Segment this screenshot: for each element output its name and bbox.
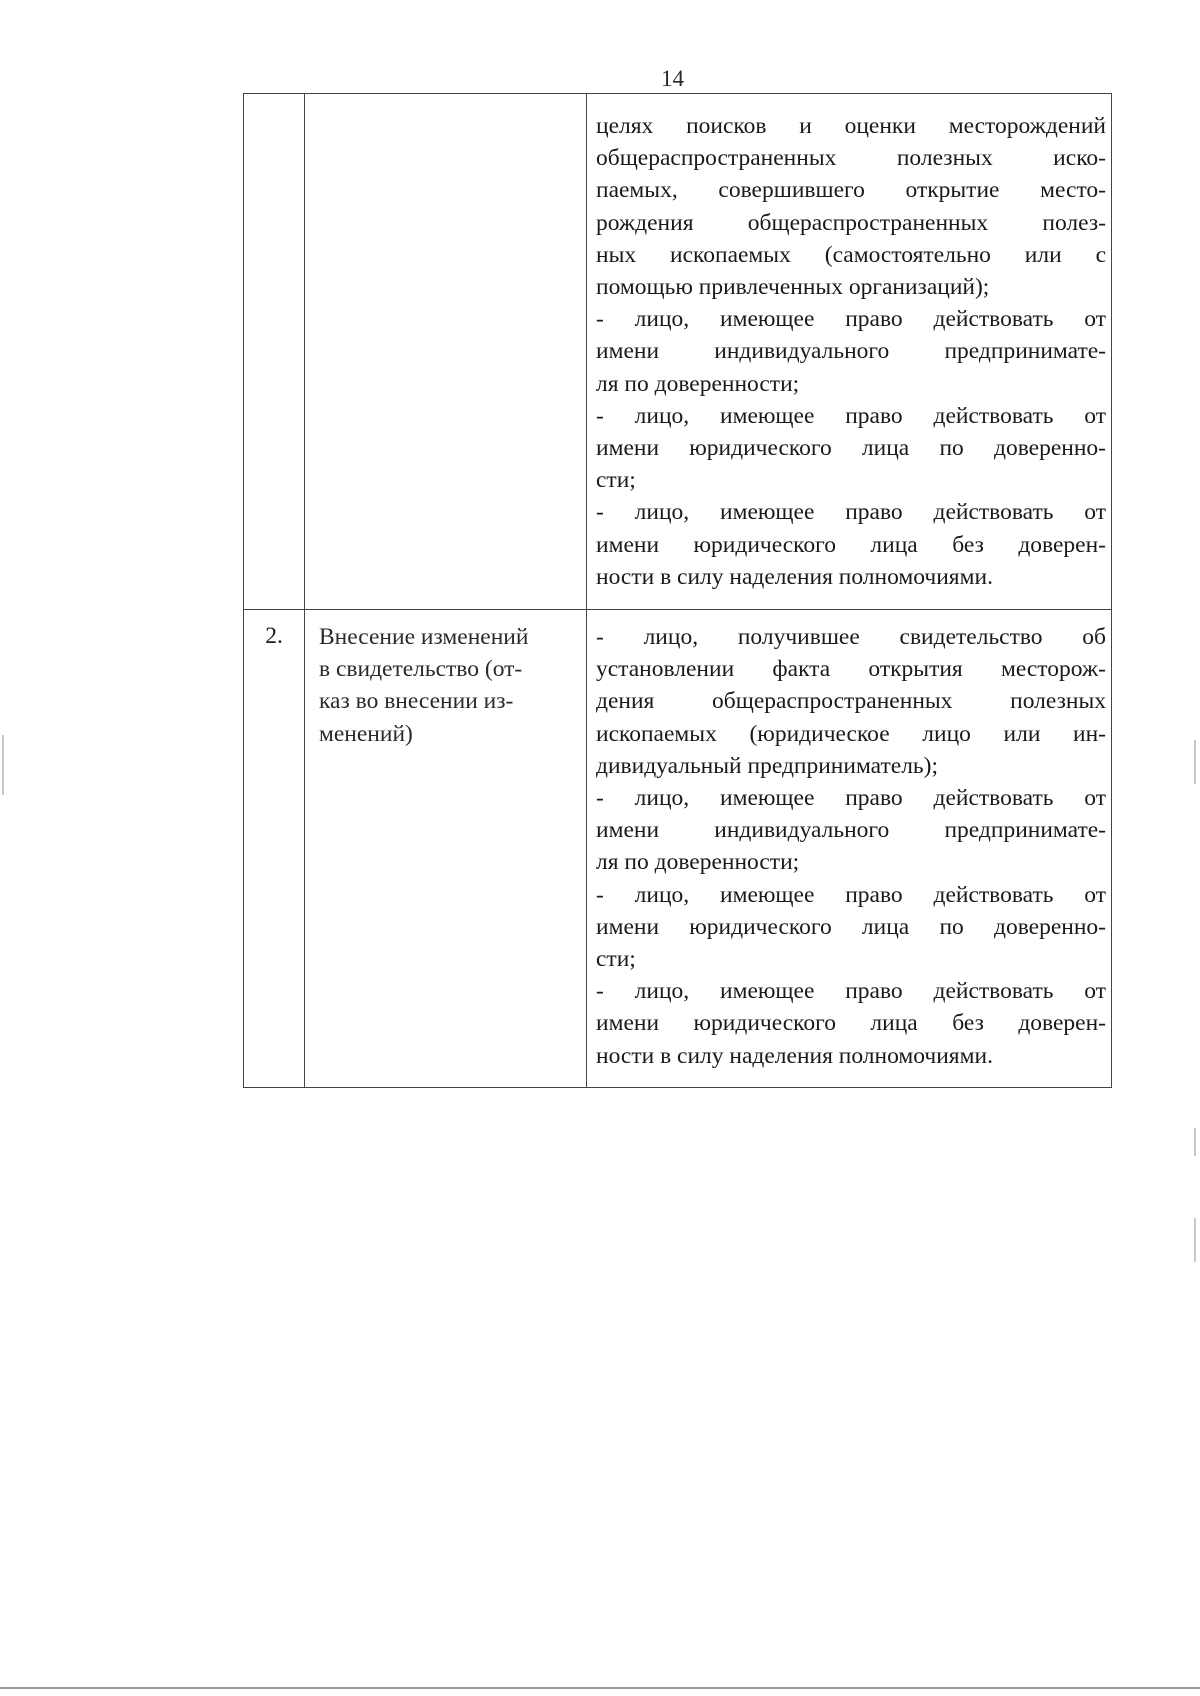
text-line: ля по доверенности; (596, 370, 800, 397)
text-line: ля по доверенности; (596, 849, 800, 876)
table-row (244, 610, 1112, 1088)
applicant-entry (596, 975, 1106, 1072)
text-line: - лицо, имеющее право действовать от (596, 306, 1106, 333)
text-line: - лицо, имеющее право действовать от (596, 881, 1106, 908)
text-line: Внесение изменений (319, 624, 529, 650)
text-line: паемых, совершившего открытие место- (596, 177, 1106, 204)
text-line: ности в силу наделения полномочиями. (596, 1042, 993, 1069)
text-line: ных ископаемых (самостоятельно или с (596, 241, 1106, 268)
applicant-entry (596, 496, 1106, 593)
text-line: имени индивидуального предпринимате- (596, 338, 1106, 365)
text-line: имени юридического лица без доверен- (596, 531, 1106, 558)
text-line: ископаемых (юридическое лицо или ин- (596, 720, 1106, 747)
text-line: имени юридического лица по доверенно- (596, 435, 1106, 462)
text-line: - лицо, имеющее право действовать от (596, 402, 1106, 429)
row-number-cell (244, 94, 305, 610)
row-number-cell: 2. (244, 610, 305, 1088)
text-line: целях поисков и оценки месторождений (596, 113, 1106, 139)
applicant-entry (596, 621, 1106, 782)
scan-artifact (1194, 740, 1196, 784)
text-line: помощью привлеченных организаций); (596, 274, 990, 301)
applicant-entry (596, 400, 1106, 497)
scan-edge (0, 1687, 1200, 1689)
service-name-cell (305, 610, 587, 1088)
text-line: дения общераспространенных полезных (596, 688, 1106, 715)
text-line: имени юридического лица по доверенно- (596, 913, 1106, 940)
table-row (244, 94, 1112, 610)
applicants-cell (587, 94, 1112, 610)
scan-artifact (1194, 1218, 1196, 1262)
text-line: сти; (596, 467, 636, 494)
text-line: каз во внесении из- (319, 688, 514, 715)
text-line: ности в силу наделения полномочиями. (596, 563, 993, 590)
applicant-entry (596, 879, 1106, 976)
text-line: - лицо, имеющее право действовать от (596, 499, 1106, 526)
text-line: в свидетельство (от- (319, 656, 523, 683)
text-line: имени индивидуального предпринимате- (596, 817, 1106, 844)
scan-artifact (2, 735, 4, 795)
applicant-entry (596, 782, 1106, 879)
text-line: рождения общераспространенных полез- (596, 209, 1106, 236)
text-line: дивидуальный предприниматель); (596, 752, 938, 779)
text-line: имени юридического лица без доверен- (596, 1010, 1106, 1037)
text-line: общераспространенных полезных иско- (596, 145, 1106, 172)
applicant-entry (596, 303, 1106, 400)
text-line: менений) (319, 720, 413, 747)
text-line: установлении факта открытия месторож- (596, 656, 1106, 683)
applicant-entry (596, 110, 1106, 303)
text-line: - лицо, имеющее право действовать от (596, 978, 1106, 1005)
text-line: сти; (596, 946, 636, 973)
applicants-cell (587, 610, 1112, 1088)
text-line: - лицо, имеющее право действовать от (596, 785, 1106, 812)
services-table (243, 93, 1112, 1088)
scan-artifact (1194, 1128, 1196, 1156)
service-name-cell (305, 94, 587, 610)
text-line: - лицо, получившее свидетельство об (596, 624, 1106, 650)
page-number: 14 (661, 66, 684, 91)
